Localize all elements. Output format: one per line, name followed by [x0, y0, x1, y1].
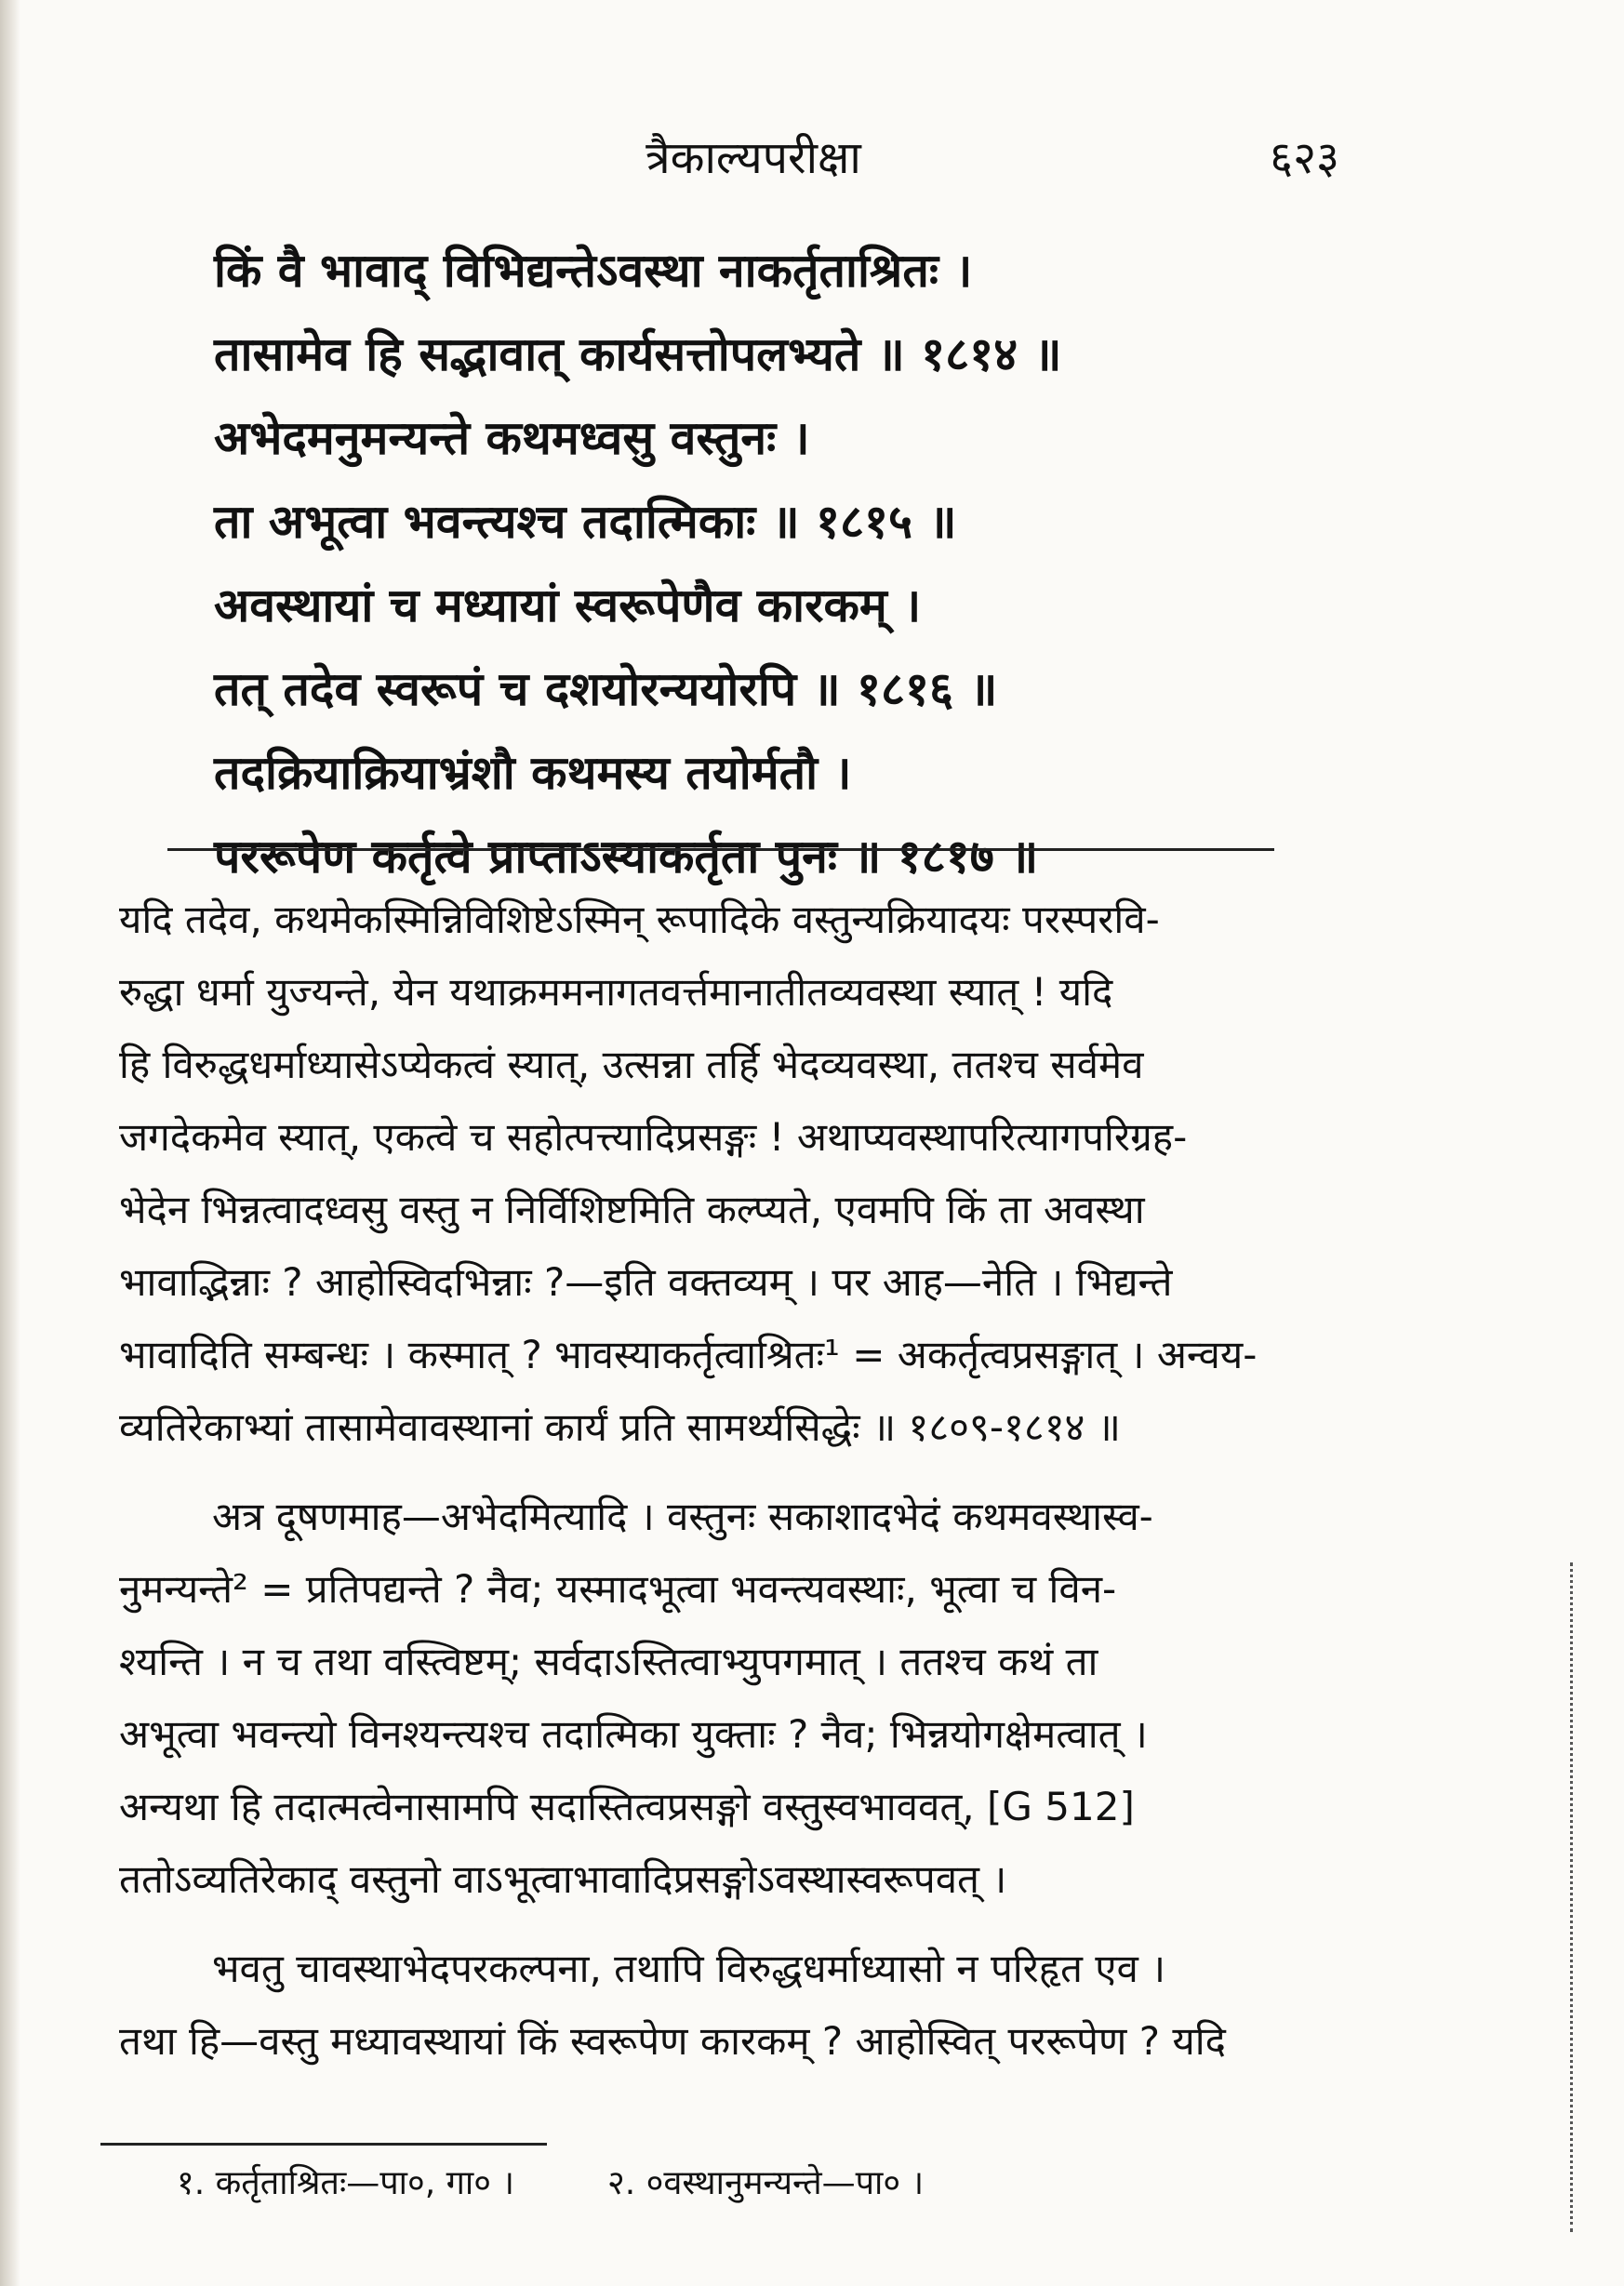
- verse-line: तदक्रियाक्रियाभ्रंशौ कथमस्य तयोर्मतौ ।: [214, 746, 852, 800]
- page-number: ६२३: [1270, 132, 1339, 184]
- commentary-line: अभूत्वा भवन्त्यो विनश्यन्त्यश्च तदात्मिका युक्ताः ? नैव; भिन्नयोगक्षेमत्वात् ।: [119, 1711, 1148, 1757]
- commentary-line: जगदेकमेव स्यात्, एकत्वे च सहोत्पत्त्यादिप्रसङ्गः ! अथाप्यवस्थापरित्यागपरिग्रह-: [119, 1114, 1188, 1160]
- page-edge-shadow: [0, 0, 20, 2286]
- footnote-1: १. कर्तृताश्रितः—पा०, गा० ।: [177, 2164, 515, 2202]
- footnotes: [177, 2156, 1200, 2212]
- commentary-line: अन्यथा हि तदात्मत्वेनासामपि सदास्तित्वप्रसङ्गो वस्तुस्वभाववत्, [G 512]: [119, 1784, 1135, 1829]
- commentary-line: भवतु चावस्थाभेदपरकल्पना, तथापि विरुद्धधर्माध्यासो न परिहृत एव ।: [212, 1946, 1166, 1991]
- binding-dotted-rule: [1570, 1562, 1576, 2232]
- verse-line: तत् तदेव स्वरूपं च दशयोरन्ययोरपि ॥ १८१६ ॥: [214, 662, 998, 716]
- footnote-2: २. ०वस्थानुमन्यन्ते—पा० ।: [607, 2164, 925, 2202]
- commentary-line: व्यतिरेकाभ्यां तासामेवावस्थानां कार्यं प्रति सामर्थ्यसिद्धेः ॥ १८०९-१८१४ ॥: [119, 1404, 1121, 1450]
- commentary-line: अत्र दूषणमाह—अभेदमित्यादि । वस्तुनः सकाशादभेदं कथमवस्थास्व-: [212, 1494, 1153, 1539]
- verse-block: [214, 229, 1274, 898]
- commentary-line: भावाद्भिन्नाः ? आहोस्विदभिन्नाः ?—इति वक्तव्यम् । पर आह—नेति । भिद्यन्ते: [119, 1259, 1173, 1305]
- commentary-line: यदि तदेव, कथमेकस्मिन्निविशिष्टेऽस्मिन् रूपादिके वस्तुन्यक्रियादयः परस्परवि-: [119, 897, 1160, 942]
- commentary-line: भावादिति सम्बन्धः । कस्मात् ? भावस्याकर्तृत्वाश्रितः¹ = अकर्तृत्वप्रसङ्गात् । अन्वय-: [119, 1332, 1258, 1377]
- commentary-line: तथा हि—वस्तु मध्यावस्थायां किं स्वरूपेण कारकम् ? आहोस्वित् पररूपेण ? यदि: [119, 2018, 1226, 2064]
- verse-divider: [167, 848, 1274, 851]
- verse-line: तासामेव हि सद्भावात् कार्यसत्तोपलभ्यते ॥ १८१४ ॥: [214, 327, 1062, 381]
- commentary-line: नुमन्यन्ते² = प्रतिपद्यन्ते ? नैव; यस्मादभूत्वा भवन्त्यवस्थाः, भूत्वा च विन-: [119, 1566, 1117, 1612]
- commentary-line: हि विरुद्धधर्माध्यासेऽप्येकत्वं स्यात्, उत्सन्ना तर्हि भेदव्यवस्था, ततश्च सर्वमेव: [119, 1042, 1144, 1087]
- commentary-line: रुद्धा धर्मा युज्यन्ते, येन यथाक्रममनागतवर्त्तमानातीतव्यवस्था स्यात् ! यदि: [119, 969, 1113, 1015]
- verse-line: अवस्थायां च मध्यायां स्वरूपेणैव कारकम् ।: [214, 578, 922, 632]
- commentary-line: भेदेन भिन्नत्वादध्वसु वस्तु न निर्विशिष्टमिति कल्प्यते, एवमपि किं ता अवस्था: [119, 1187, 1145, 1232]
- commentary-line: श्यन्ति । न च तथा वस्त्विष्टम्; सर्वदाऽस्तित्वाभ्युपगमात् । ततश्च कथं ता: [119, 1639, 1098, 1684]
- verse-line: ता अभूत्वा भवन्त्यश्च तदात्मिकाः ॥ १८१५ ॥: [214, 495, 957, 549]
- commentary: [119, 884, 1272, 2078]
- verse-line: अभेदमनुमन्यन्ते कथमध्वसु वस्तुनः ।: [214, 411, 810, 465]
- footnote-rule: [100, 2143, 547, 2146]
- verse-line: किं वै भावाद् विभिद्यन्तेऽवस्था नाकर्तृताश्रितः ।: [214, 244, 973, 298]
- commentary-line: ततोऽव्यतिरेकाद् वस्तुनो वाऽभूत्वाभावादिप्रसङ्गोऽवस्थास्वरूपवत् ।: [119, 1856, 1007, 1902]
- verse-line: पररूपेण कर्तृत्वे प्राप्ताऽस्याकर्तृता पुनः ॥ १८१७ ॥: [214, 830, 1039, 884]
- running-title: त्रैकाल्यपरीक्षा: [646, 132, 861, 184]
